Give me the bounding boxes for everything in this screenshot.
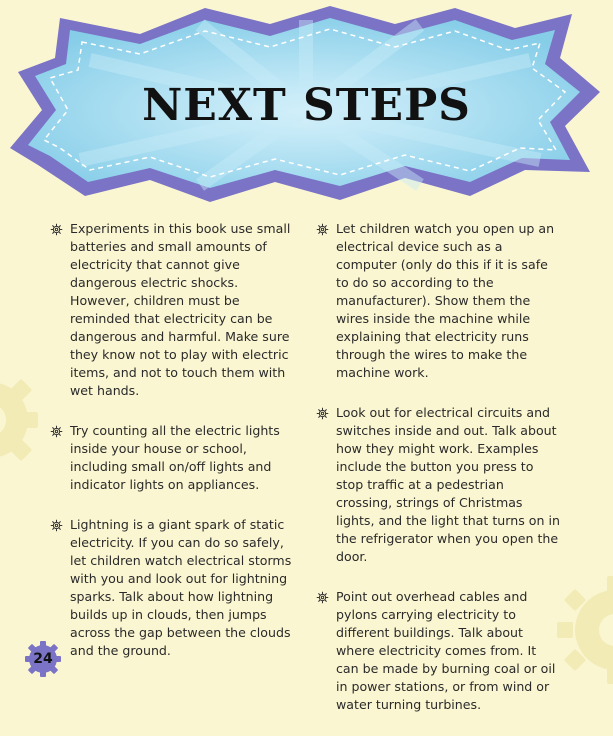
list-item	[316, 588, 561, 714]
list-item-text: Try counting all the electric lights inside your house or school, including small on/off lights and indicator lights on appliances.	[70, 423, 280, 492]
background-gear-icon	[555, 570, 613, 690]
list-item-text: Point out overhead cables and pylons carrying electricity to different buildings. Talk about where electricity comes from. It can be made by burning coal or oil in power stations, or from wind or water turning turbines.	[336, 589, 556, 712]
list-item	[50, 516, 295, 660]
gear-icon	[50, 425, 63, 438]
gear-icon	[316, 223, 329, 236]
list-item-text: Look out for electrical circuits and switches inside and out. Talk about how they might work. Examples include the button you press to stop traffic at a pedestrian crossing, strings of Christmas lights, and the light that turns on in the refrigerator when you open the door.	[336, 405, 560, 564]
right-column	[316, 220, 561, 736]
page-number: 24	[33, 651, 53, 667]
page-number-badge	[24, 640, 62, 678]
gear-icon	[50, 223, 63, 236]
gear-icon	[50, 519, 63, 532]
list-item-text: Experiments in this book use small batteries and small amounts of electricity that cannot give dangerous electric shocks. However, children must be reminded that electricity can be dangerous and harmful. Make sure they know not to play with electric items, and not to touch them with wet hands.	[70, 221, 291, 398]
gear-icon	[316, 591, 329, 604]
left-column	[50, 220, 295, 682]
list-item-text: Lightning is a giant spark of static electricity. If you can do so safely, let children watch electrical storms with you and look out for lightning sparks. Talk about how lightning builds up in clouds, then jumps across the gap between the clouds and the ground.	[70, 517, 292, 658]
page-title: NEXT STEPS	[142, 80, 471, 131]
background-gear-icon	[0, 360, 50, 480]
list-item	[50, 220, 295, 400]
list-item	[50, 422, 295, 494]
list-item	[316, 404, 561, 566]
list-item	[316, 220, 561, 382]
gear-icon	[316, 407, 329, 420]
list-item-text: Let children watch you open up an electrical device such as a computer (only do this if it is safe to do so according to the manufacturer). Show them the wires inside the machine while explaining that electricity runs through the wires to make the machine work.	[336, 221, 555, 380]
